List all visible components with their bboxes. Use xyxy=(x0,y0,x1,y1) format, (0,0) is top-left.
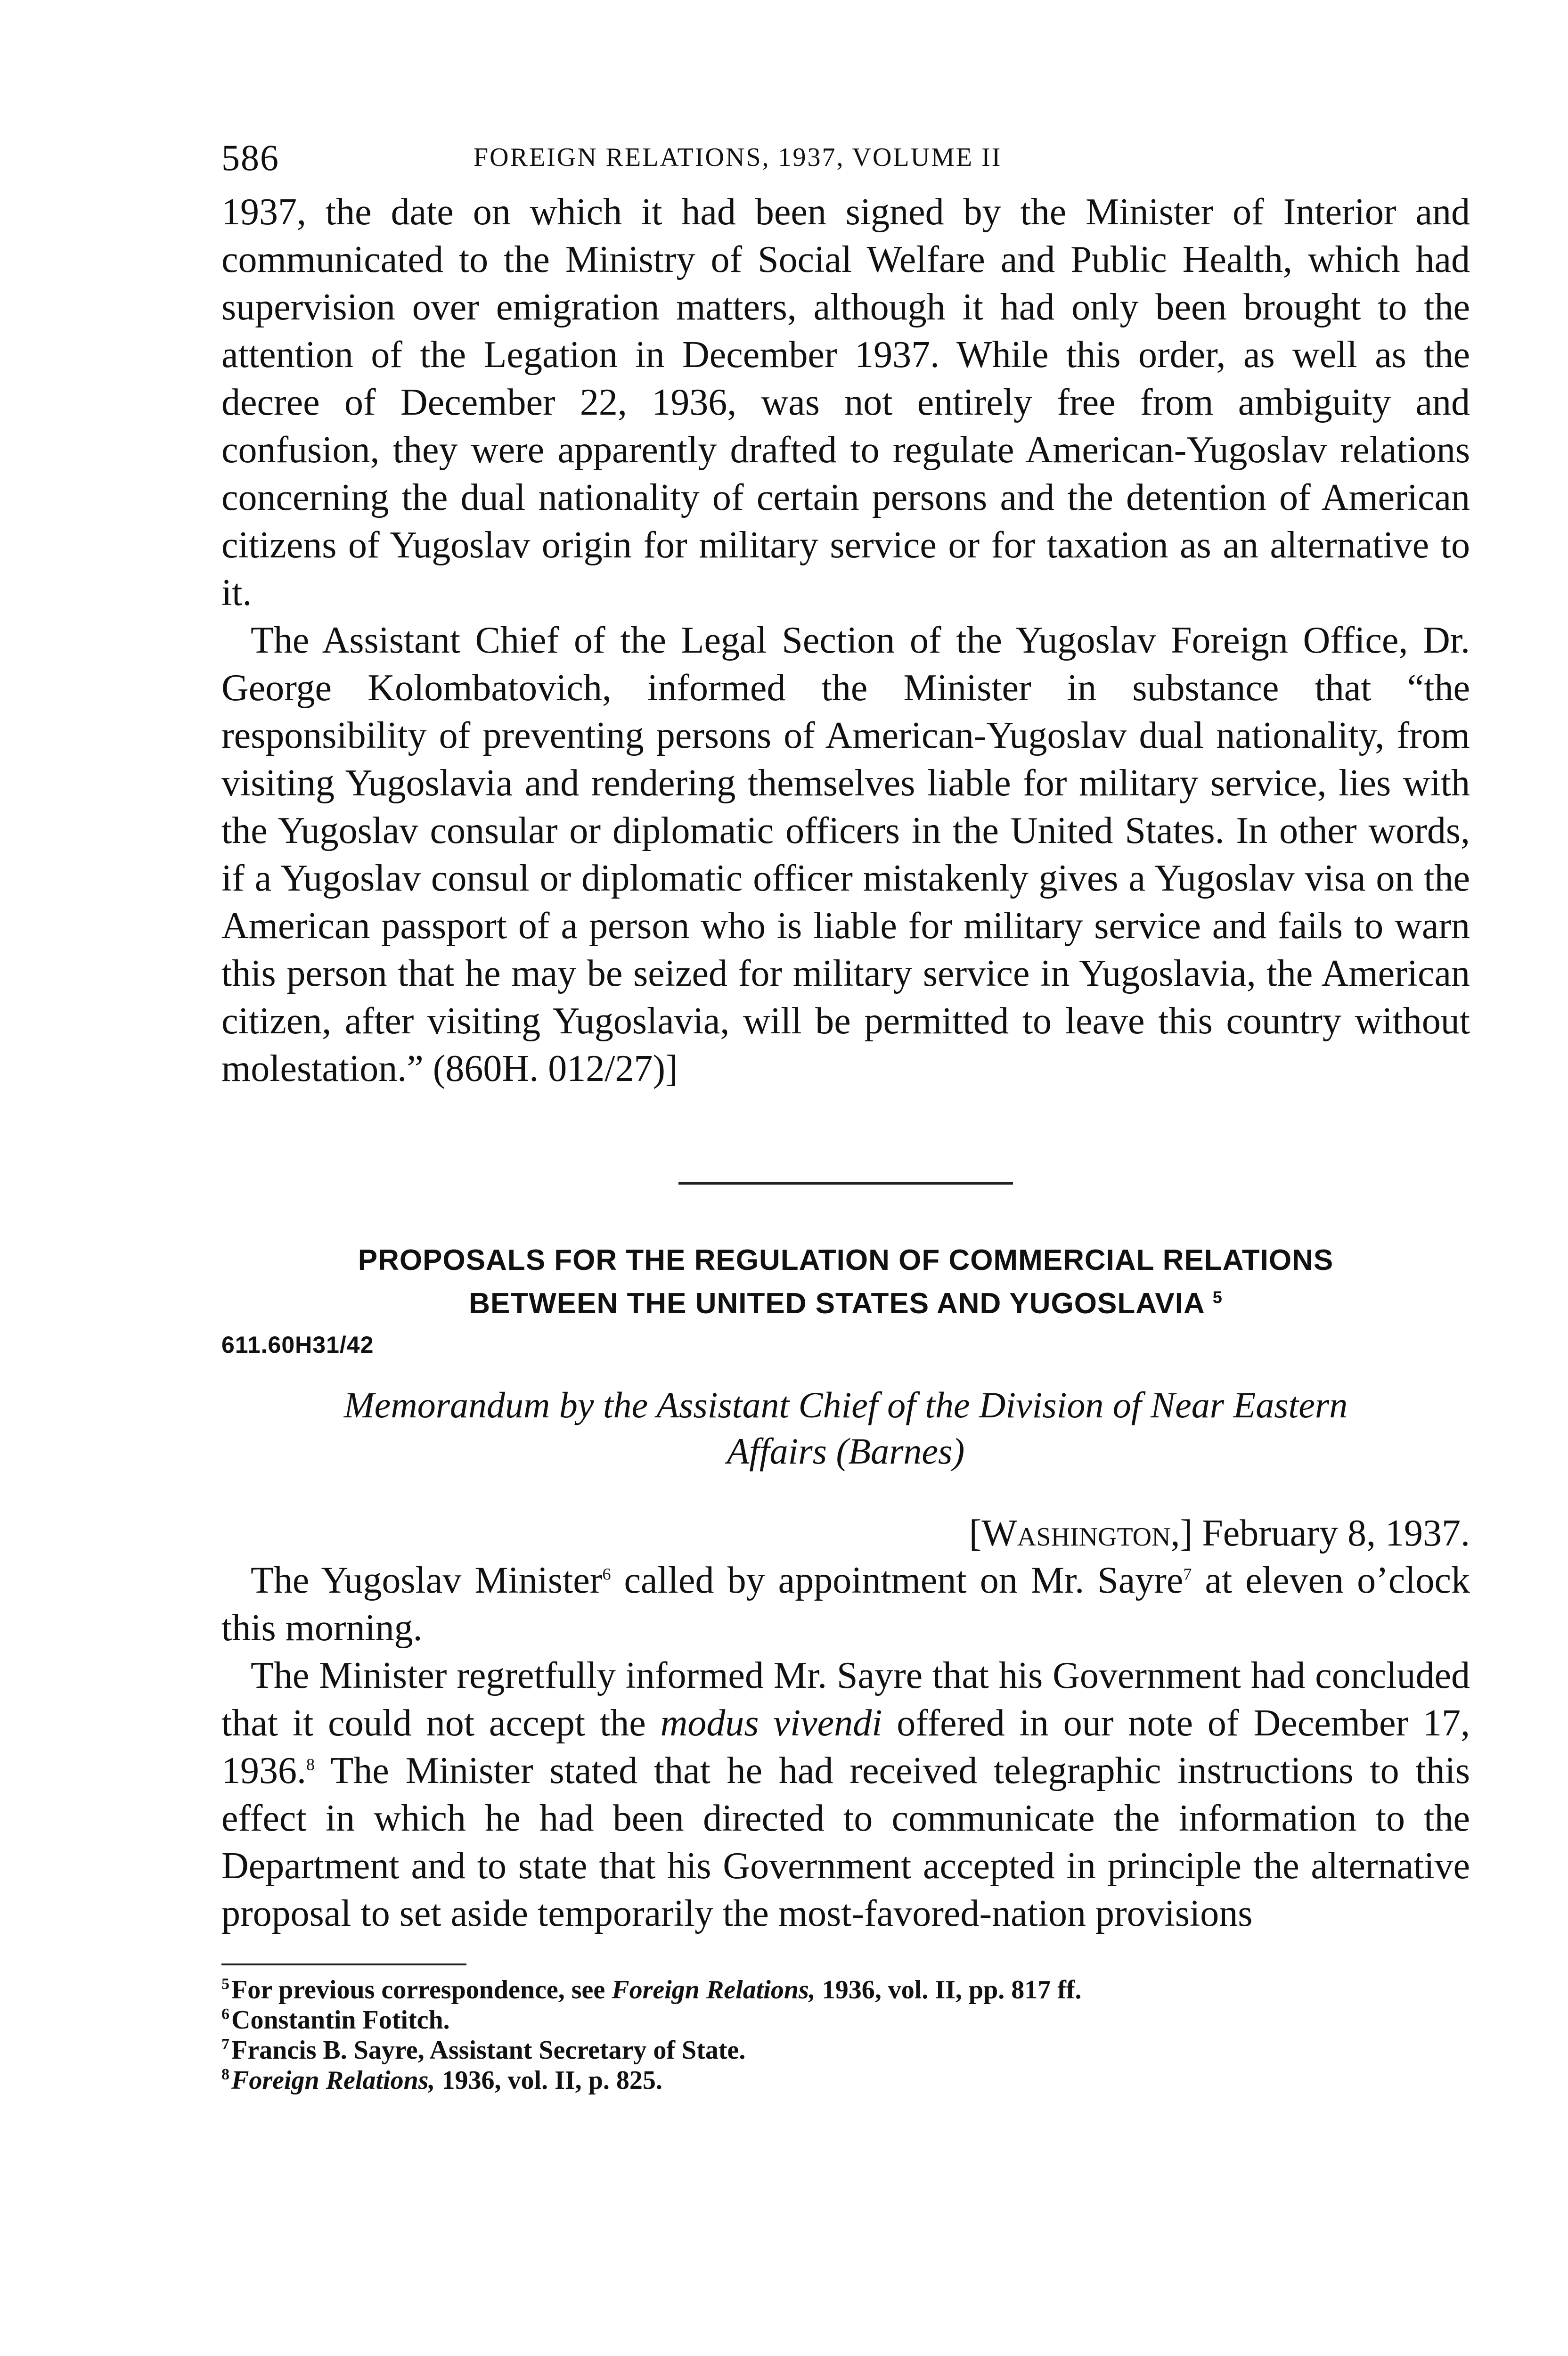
section-heading xyxy=(221,1239,1470,1325)
section-heading-line xyxy=(221,1282,1470,1325)
continuation-text xyxy=(221,188,1470,1093)
section-heading-text: BETWEEN THE UNITED STATES AND YUGOSLAVIA xyxy=(469,1287,1204,1320)
text-run: The Yugoslav Minister xyxy=(251,1560,603,1601)
memo-title-line: Affairs (Barnes) xyxy=(727,1431,965,1472)
text-run-italic: modus vivendi xyxy=(660,1702,882,1744)
footnote-mark: 7 xyxy=(221,2036,229,2053)
footnote-reference: 8 xyxy=(306,1755,315,1774)
footnote-text-italic: Foreign Relations, xyxy=(612,1975,816,2004)
footnote xyxy=(221,2065,1470,2095)
paragraph: The Assistant Chief of the Legal Section of the Yugoslav Foreign Office, Dr. George Kolombatovich, informed the Minister in substance that “the responsibility of preventing persons of American-Yugoslav dual nationality, from visiting Yugoslavia and rendering themselves liable for military service, lies with the Yugoslav consular or diplomatic officers in the United States. In other words, if a Yugoslav consul or diplomatic officer mistakenly gives a Yugoslav visa on the American passport of a person who is liable for military service and fails to warn this person that he may be seized for military service in Yugoslavia, the American citizen, after visiting Yugoslavia, will be permitted to leave this country without molestation.” (860H. 012/27)] xyxy=(221,620,1470,1089)
text-run: at eleven o’clock this morning. xyxy=(221,1560,1470,1649)
running-title: FOREIGN RELATIONS, 1937, VOLUME II xyxy=(474,143,1002,172)
dateline xyxy=(221,1510,1470,1557)
page-number: 586 xyxy=(221,137,279,178)
paragraph: 1937, the date on which it had been signed by the Minister of Interior and communicated to the Ministry of Social Welfare and Public Health, which had supervision over emigration matters, although it had only been brought to the attention of the Legation in December 1937. While this order, as well as the decree of December 22, 1936, was not entirely free from ambiguity and confusion, they were apparently drafted to regulate American-Yugoslav relations concerning the dual nationality of certain persons and the detention of American citizens of Yugoslav origin for military service or for taxation as an alternative to it. xyxy=(221,191,1470,614)
footnote-text-italic: Foreign Relations, xyxy=(231,2066,435,2095)
file-number: 611.60H31/42 xyxy=(221,1332,374,1358)
footnote-text: Constantin Fotitch. xyxy=(231,2005,450,2035)
memo-title xyxy=(221,1382,1470,1474)
section-heading-line: PROPOSALS FOR THE REGULATION OF COMMERCIAL RELATIONS xyxy=(358,1244,1334,1276)
footnote-mark: 6 xyxy=(221,2005,229,2023)
section-divider xyxy=(678,1182,1013,1185)
dateline-date: February 8, 1937. xyxy=(1202,1513,1470,1554)
footnote-text: Francis B. Sayre, Assistant Secretary of State. xyxy=(231,2036,746,2065)
footnote-mark: 5 xyxy=(221,1975,229,1993)
paragraph xyxy=(221,1652,1470,1938)
footnote xyxy=(221,1975,1470,2005)
footnotes xyxy=(221,1975,1470,2095)
footnote-reference: 6 xyxy=(602,1564,611,1584)
text-run: The Minister regretfully informed Mr. Sayre that his Government had concluded that it could not accept the xyxy=(221,1655,1470,1744)
footnote xyxy=(221,2005,1470,2035)
memo-title-line: Memorandum by the Assistant Chief of the Division of Near Eastern xyxy=(343,1384,1348,1425)
footnote-mark: 8 xyxy=(221,2066,229,2084)
text-run: offered in our note of December 17, 1936. xyxy=(221,1702,1470,1792)
footnote-text: For previous correspondence, see xyxy=(231,1975,612,2004)
footnote-reference: 5 xyxy=(1212,1287,1223,1307)
footnote-divider xyxy=(221,1963,466,1965)
paragraph xyxy=(221,1557,1470,1652)
text-run: The Minister stated that he had received telegraphic instructions to this effect in which he had been directed to communicate the information to the Department and to state that his Government accepted in principle the alternative proposal to set aside temporarily the most-favored-nation provisions xyxy=(221,1750,1470,1934)
footnote-text: 1936, vol. II, p. 825. xyxy=(435,2066,662,2095)
footnote-reference: 7 xyxy=(1183,1564,1192,1584)
footnote-text: 1936, vol. II, pp. 817 ff. xyxy=(815,1975,1082,2004)
text-run: called by appointment on Mr. Sayre xyxy=(611,1560,1184,1601)
running-header xyxy=(221,137,1470,188)
memo-body xyxy=(221,1557,1470,1938)
document-page xyxy=(221,137,1470,2095)
footnote xyxy=(221,2035,1470,2065)
dateline-place: [Washington,] xyxy=(969,1513,1193,1554)
